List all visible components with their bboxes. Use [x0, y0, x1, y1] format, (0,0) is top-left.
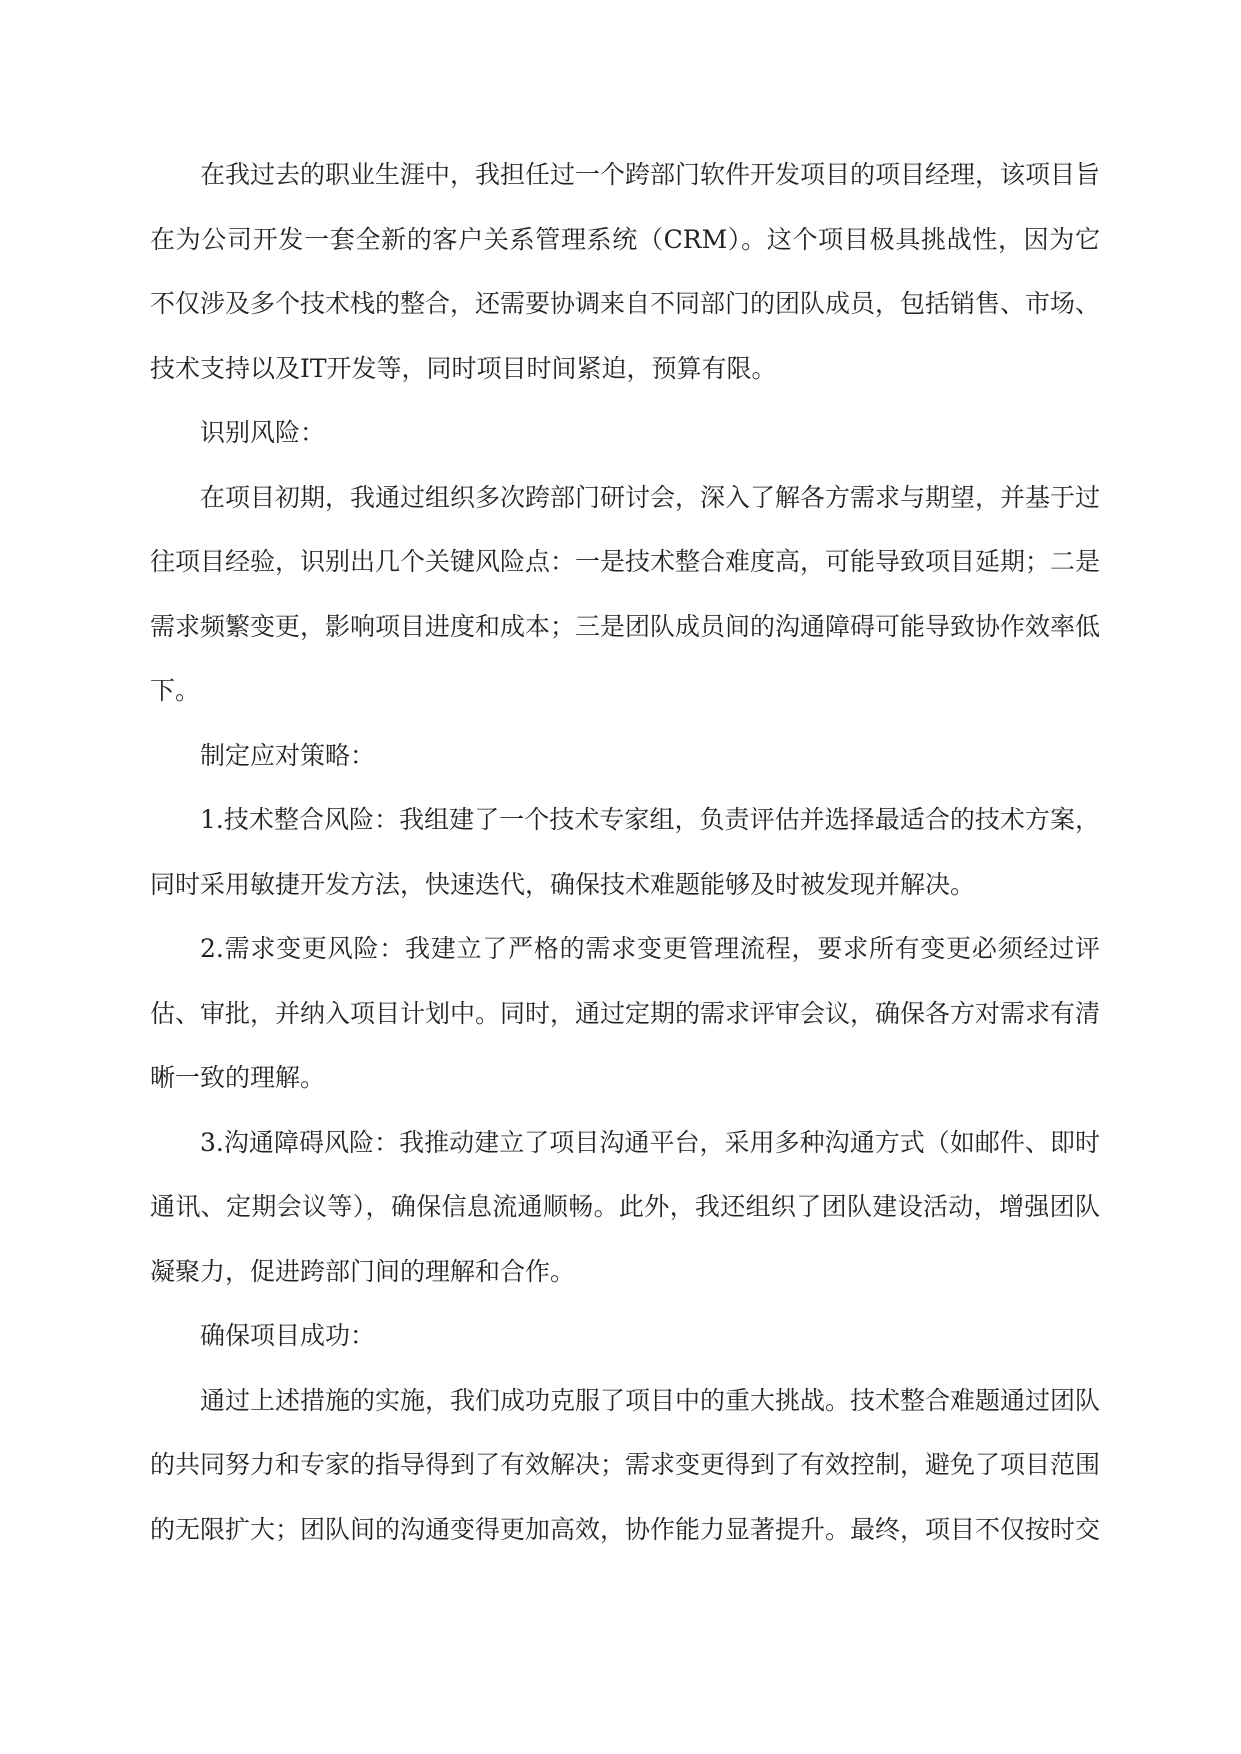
paragraph-strategy-communication: 3.沟通障碍风险：我推动建立了项目沟通平台，采用多种沟通方式（如邮件、即时通讯、定期会议等），确保信息流通顺畅。此外，我还组织了团队建设活动，增强团队凝聚力，促进跨部门间的理解和合作。 [150, 1127, 1100, 1286]
paragraph-risk-identification: 在项目初期，我通过组织多次跨部门研讨会，深入了解各方需求与期望，并基于过往项目经验，识别出几个关键风险点：一是技术整合难度高，可能导致项目延期；二是需求频繁变更，影响项目进度和成本；三是团队成员间的沟通障碍可能导致协作效率低下。 [150, 482, 1101, 705]
paragraph-strategy-technical-integration: 1.技术整合风险：我组建了一个技术专家组，负责评估并选择最适合的技术方案，同时采用敏捷开发方法，快速迭代，确保技术难题能够及时被发现并解决。 [150, 805, 1100, 899]
document-body [150, 143, 1100, 1562]
paragraph-project-outcome: 通过上述措施的实施，我们成功克服了项目中的重大挑战。技术整合难题通过团队的共同努力和专家的指导得到了有效解决；需求变更得到了有效控制，避免了项目范围的无限扩大；团队间的沟通变得更加高效，协作能力显著提升。最终，项目不仅按时交 [150, 1385, 1101, 1544]
paragraph-project-background: 在我过去的职业生涯中，我担任过一个跨部门软件开发项目的项目经理，该项目旨在为公司开发一套全新的客户关系管理系统（CRM）。这个项目极具挑战性，因为它不仅涉及多个技术栈的整合，还需要协调来自不同部门的团队成员，包括销售、市场、技术支持以及IT开发等，同时项目时间紧迫，预算有限。 [150, 160, 1101, 383]
heading-ensure-success: 确保项目成功： [200, 1321, 376, 1350]
heading-response-strategy: 制定应对策略： [200, 740, 376, 770]
paragraph-strategy-requirement-change: 2.需求变更风险：我建立了严格的需求变更管理流程，要求所有变更必须经过评估、审批，并纳入项目计划中。同时，通过定期的需求评审会议，确保各方对需求有清晰一致的理解。 [150, 934, 1101, 1092]
heading-identify-risks: 识别风险： [200, 418, 326, 447]
